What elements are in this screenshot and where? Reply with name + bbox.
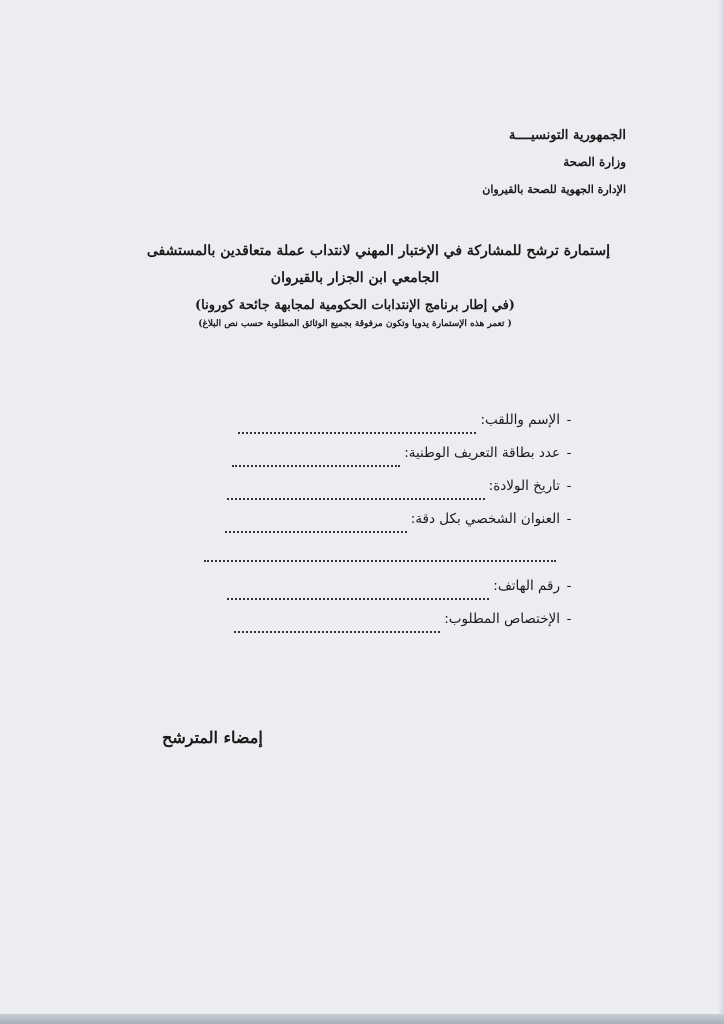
address-continuation[interactable]	[178, 544, 578, 572]
field-birth-date[interactable]	[178, 478, 578, 511]
bullet-dash: -	[566, 445, 572, 461]
fill-line[interactable]	[234, 621, 440, 633]
field-label: رقم الهاتف:	[493, 578, 560, 594]
title-line-1: إستمارة ترشح للمشاركة في الإختبار المهني لانتداب عملة متعاقدين بالمستشفى	[146, 243, 610, 259]
field-phone[interactable]	[178, 578, 578, 611]
candidate-signature-label: إمضاء المترشح	[162, 728, 263, 747]
title-instructions: ( تعمر هذه الإستمارة يدويا وتكون مرفوقة بجميع الوثائق المطلوبة حسب نص البلاغ)	[198, 319, 512, 329]
field-label: عدد بطاقة التعريف الوطنية:	[404, 445, 560, 461]
bullet-dash: -	[566, 412, 572, 428]
letterhead	[366, 122, 626, 203]
field-address[interactable]	[178, 511, 578, 544]
form-fields	[178, 412, 578, 644]
field-label: الإختصاص المطلوب:	[444, 611, 560, 627]
scan-bottom-edge	[0, 1014, 724, 1024]
field-specialty[interactable]	[178, 611, 578, 644]
fill-line[interactable]	[227, 588, 489, 600]
title-subtitle: (في إطار برنامج الإنتدابات الحكومية لمجابهة جائحة كورونا)	[195, 298, 515, 313]
ministry-name: وزارة الصحة	[563, 155, 626, 169]
fill-line[interactable]	[238, 422, 476, 434]
field-full-name[interactable]	[178, 412, 578, 445]
bullet-dash: -	[566, 611, 572, 627]
field-label: الإسم واللقب:	[480, 412, 560, 428]
bullet-dash: -	[566, 511, 572, 527]
bullet-dash: -	[566, 578, 572, 594]
form-title	[100, 238, 610, 332]
fill-line[interactable]	[227, 488, 485, 500]
field-id-card[interactable]	[178, 445, 578, 478]
fill-line[interactable]	[225, 521, 407, 533]
field-label: العنوان الشخصي بكل دقة:	[410, 511, 560, 527]
republic-name: الجمهورية التونسيــــة	[508, 128, 626, 143]
title-line-2: الجامعي ابن الجزار بالقيروان	[270, 270, 440, 286]
field-label: تاريخ الولادة:	[488, 478, 560, 494]
bullet-dash: -	[566, 478, 572, 494]
scan-shadow	[718, 0, 724, 1014]
fill-line[interactable]	[232, 455, 400, 467]
fill-line[interactable]	[204, 554, 556, 562]
regional-directorate: الإدارة الجهوية للصحة بالقيروان	[482, 183, 626, 196]
